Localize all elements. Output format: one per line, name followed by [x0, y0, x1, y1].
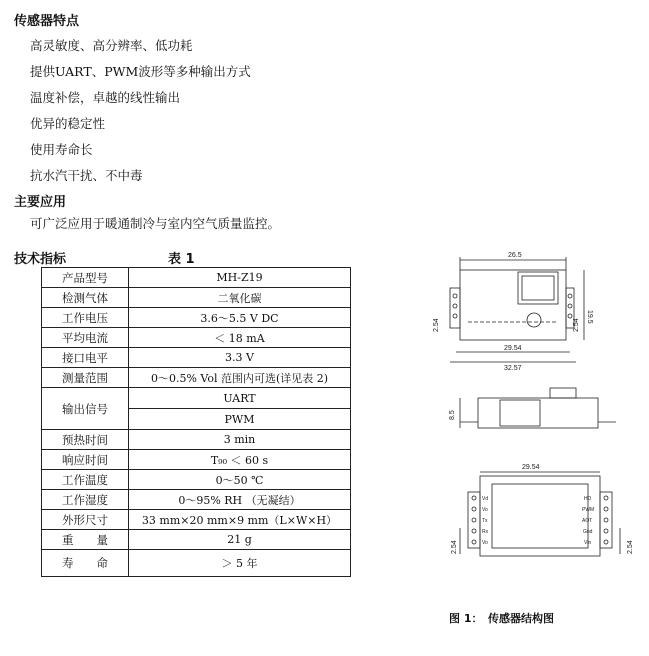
dim-label: 2.54 — [573, 318, 580, 332]
top-view-body — [460, 270, 566, 340]
spec-value: 3.6～5.5 V DC — [129, 308, 351, 328]
pin-hole — [604, 507, 608, 511]
table-row — [42, 388, 351, 409]
spec-key: 检测气体 — [42, 288, 129, 308]
spec-key: 产品型号 — [42, 268, 129, 288]
pin-hole — [472, 518, 476, 522]
dim-label: 32.57 — [504, 365, 522, 372]
spec-value: ＜ 18 mA — [129, 328, 351, 348]
table-row — [42, 490, 351, 510]
feature-item: 优异的稳定性 — [30, 116, 106, 131]
spec-key: 平均电流 — [42, 328, 129, 348]
pin-label: Vd — [482, 496, 489, 502]
feature-item: 抗水汽干扰、不中毒 — [30, 168, 143, 183]
pin-hole — [472, 529, 476, 533]
feature-item: 高灵敏度、高分辨率、低功耗 — [30, 38, 193, 53]
features-heading: 传感器特点 — [14, 14, 80, 29]
spec-key: 外形尺寸 — [42, 510, 129, 530]
pin-label: PWM — [582, 507, 595, 513]
spec-key: 测量范围 — [42, 368, 129, 388]
spec-key: 预热时间 — [42, 430, 129, 450]
figure-caption: 图 1： 传感器结构图 — [449, 612, 554, 625]
table-row — [42, 268, 351, 288]
dim-label: 2.54 — [627, 540, 634, 554]
spec-value: 3.3 V — [129, 348, 351, 368]
pin-hole — [604, 540, 608, 544]
side-view-window — [500, 400, 540, 426]
spec-value: 二氧化碳 — [129, 288, 351, 308]
dim-label: 8.5 — [449, 410, 456, 420]
top-view-sensor-hole — [527, 313, 541, 327]
spec-value: 21 g — [129, 530, 351, 550]
applications-heading: 主要应用 — [14, 195, 67, 210]
pin-hole — [568, 314, 572, 318]
top-view-window-inner — [522, 276, 554, 300]
dim-label: 29.54 — [504, 345, 522, 352]
pin-hole — [472, 496, 476, 500]
table-row — [42, 430, 351, 450]
side-view-top-part — [550, 388, 576, 398]
dim-label: 2.54 — [433, 318, 440, 332]
feature-item: 提供UART、PWM波形等多种输出方式 — [30, 64, 251, 79]
dim-label: 19.5 — [586, 310, 593, 324]
table-row — [42, 510, 351, 530]
dim-label: 2.54 — [451, 540, 458, 554]
pin-hole — [604, 496, 608, 500]
top-view-window — [518, 272, 558, 304]
spec-value: UART — [129, 388, 351, 409]
spec-value: 0～95% RH （无凝结） — [129, 490, 351, 510]
spec-value: 0～50 ℃ — [129, 470, 351, 490]
table-row — [42, 308, 351, 328]
spec-key: 接口电平 — [42, 348, 129, 368]
pin-label: Gnd — [583, 529, 593, 535]
pin-hole — [472, 540, 476, 544]
pin-label: Vo — [482, 540, 488, 546]
table-row — [42, 348, 351, 368]
side-view-body — [478, 398, 598, 428]
spec-value: ＞ 5 年 — [129, 550, 351, 577]
pin-hole — [568, 294, 572, 298]
spec-key: 输出信号 — [42, 388, 129, 430]
table-row — [42, 328, 351, 348]
feature-item: 使用寿命长 — [30, 142, 93, 157]
spec-key: 重 量 — [42, 530, 129, 550]
spec-value: PWM — [129, 409, 351, 430]
table-row — [42, 450, 351, 470]
pin-hole — [604, 529, 608, 533]
pin-hole — [453, 304, 457, 308]
table-row — [42, 368, 351, 388]
bottom-view-body — [480, 476, 600, 556]
pin-hole — [604, 518, 608, 522]
spec-key: 寿 命 — [42, 550, 129, 577]
dim-label: 29.54 — [522, 464, 540, 471]
spec-value: MH-Z19 — [129, 268, 351, 288]
spec-key: 工作电压 — [42, 308, 129, 328]
spec-key: 响应时间 — [42, 450, 129, 470]
sensor-structure-figure — [420, 248, 645, 608]
table-row — [42, 288, 351, 308]
feature-item: 温度补偿，卓越的线性输出 — [30, 90, 181, 105]
applications-text: 可广泛应用于暖通制冷与室内空气质量监控。 — [30, 216, 281, 231]
spec-table — [41, 267, 351, 577]
spec-value: T₉₀ ＜ 60 s — [129, 450, 351, 470]
pin-hole — [568, 304, 572, 308]
spec-value: 0～0.5% Vol 范围内可选(详见表 2) — [129, 368, 351, 388]
dim-label: 26.5 — [508, 252, 522, 259]
table-row — [42, 470, 351, 490]
specs-heading: 技术指标 — [14, 252, 67, 267]
table-label: 表 1 — [168, 252, 195, 267]
pin-label: AOT — [582, 518, 593, 524]
pin-label: Vo — [482, 507, 488, 513]
spec-value: 3 min — [129, 430, 351, 450]
spec-key: 工作湿度 — [42, 490, 129, 510]
table-row — [42, 550, 351, 577]
bottom-view-inner — [492, 484, 588, 548]
pin-label: Tx — [482, 518, 488, 524]
table-row — [42, 530, 351, 550]
pin-hole — [472, 507, 476, 511]
pin-label: HD — [584, 496, 592, 502]
pin-label: Vin — [584, 540, 592, 546]
spec-key: 工作温度 — [42, 470, 129, 490]
pin-hole — [453, 314, 457, 318]
pin-label: Rx — [482, 529, 489, 535]
pin-hole — [453, 294, 457, 298]
spec-value: 33 mm×20 mm×9 mm（L×W×H） — [129, 510, 351, 530]
